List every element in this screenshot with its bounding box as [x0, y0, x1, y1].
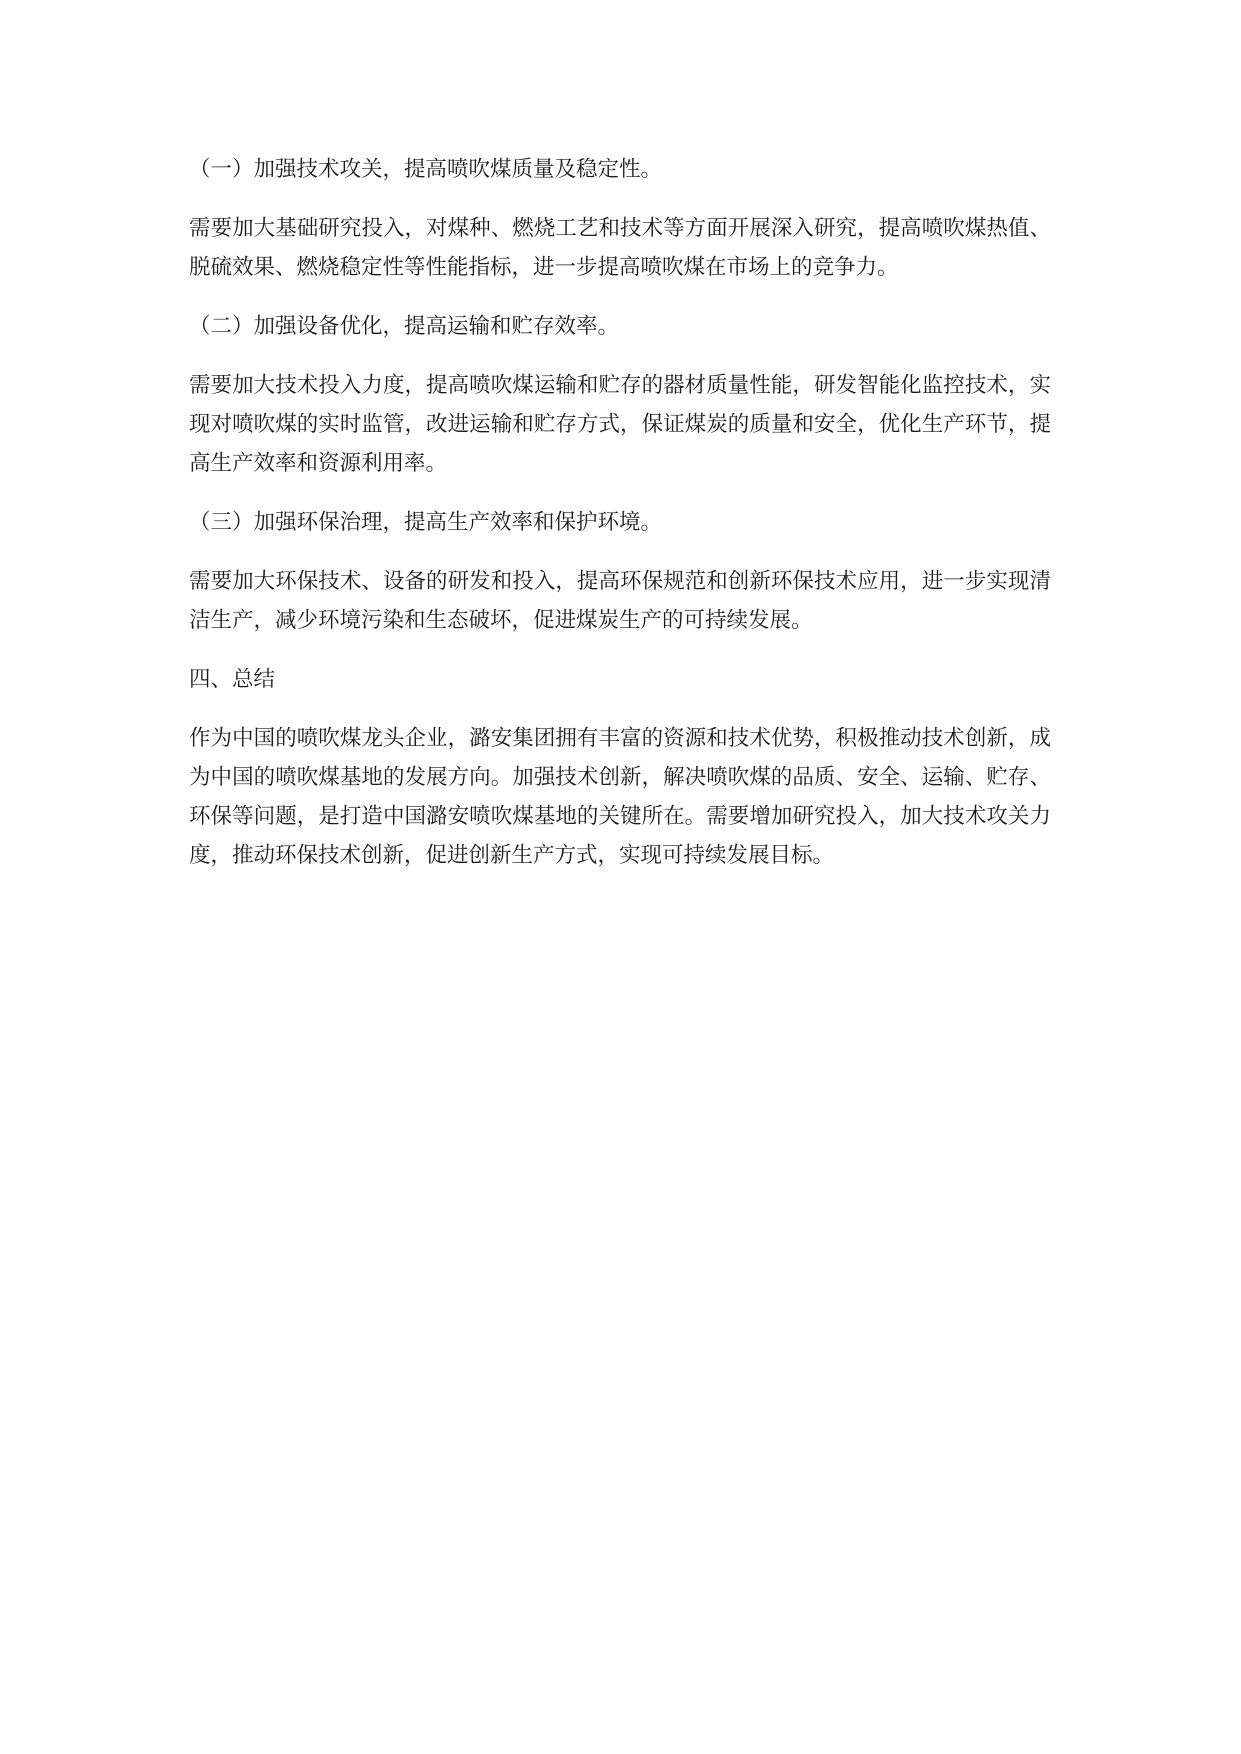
document-body	[189, 150, 1051, 895]
section-heading-1: （一）加强技术攻关，提高喷吹煤质量及稳定性。	[189, 157, 663, 182]
section-heading-2: （二）加强设备优化，提高运输和贮存效率。	[189, 314, 620, 339]
paragraph-3: 需要加大环保技术、设备的研发和投入，提高环保规范和创新环保技术应用，进一步实现清洁生产，减少环境污染和生态破坏，促进煤炭生产的可持续发展。	[189, 569, 1051, 633]
paragraph-1: 需要加大基础研究投入，对煤种、燃烧工艺和技术等方面开展深入研究，提高喷吹煤热值、脱硫效果、燃烧稳定性等性能指标，进一步提高喷吹煤在市场上的竞争力。	[189, 216, 1051, 280]
paragraph-2: 需要加大技术投入力度，提高喷吹煤运输和贮存的器材质量性能，研发智能化监控技术，实现对喷吹煤的实时监管，改进运输和贮存方式，保证煤炭的质量和安全，优化生产环节，提高生产效率和资源利用率。	[189, 373, 1051, 476]
summary-heading: 四、总结	[189, 667, 276, 692]
summary-paragraph: 作为中国的喷吹煤龙头企业，潞安集团拥有丰富的资源和技术优势，积极推动技术创新，成为中国的喷吹煤基地的发展方向。加强技术创新，解决喷吹煤的品质、安全、运输、贮存、环保等问题，是打造中国潞安喷吹煤基地的关键所在。需要增加研究投入，加大技术攻关力度，推动环保技术创新，促进创新生产方式，实现可持续发展目标。	[189, 726, 1051, 868]
section-heading-3: （三）加强环保治理，提高生产效率和保护环境。	[189, 510, 663, 535]
